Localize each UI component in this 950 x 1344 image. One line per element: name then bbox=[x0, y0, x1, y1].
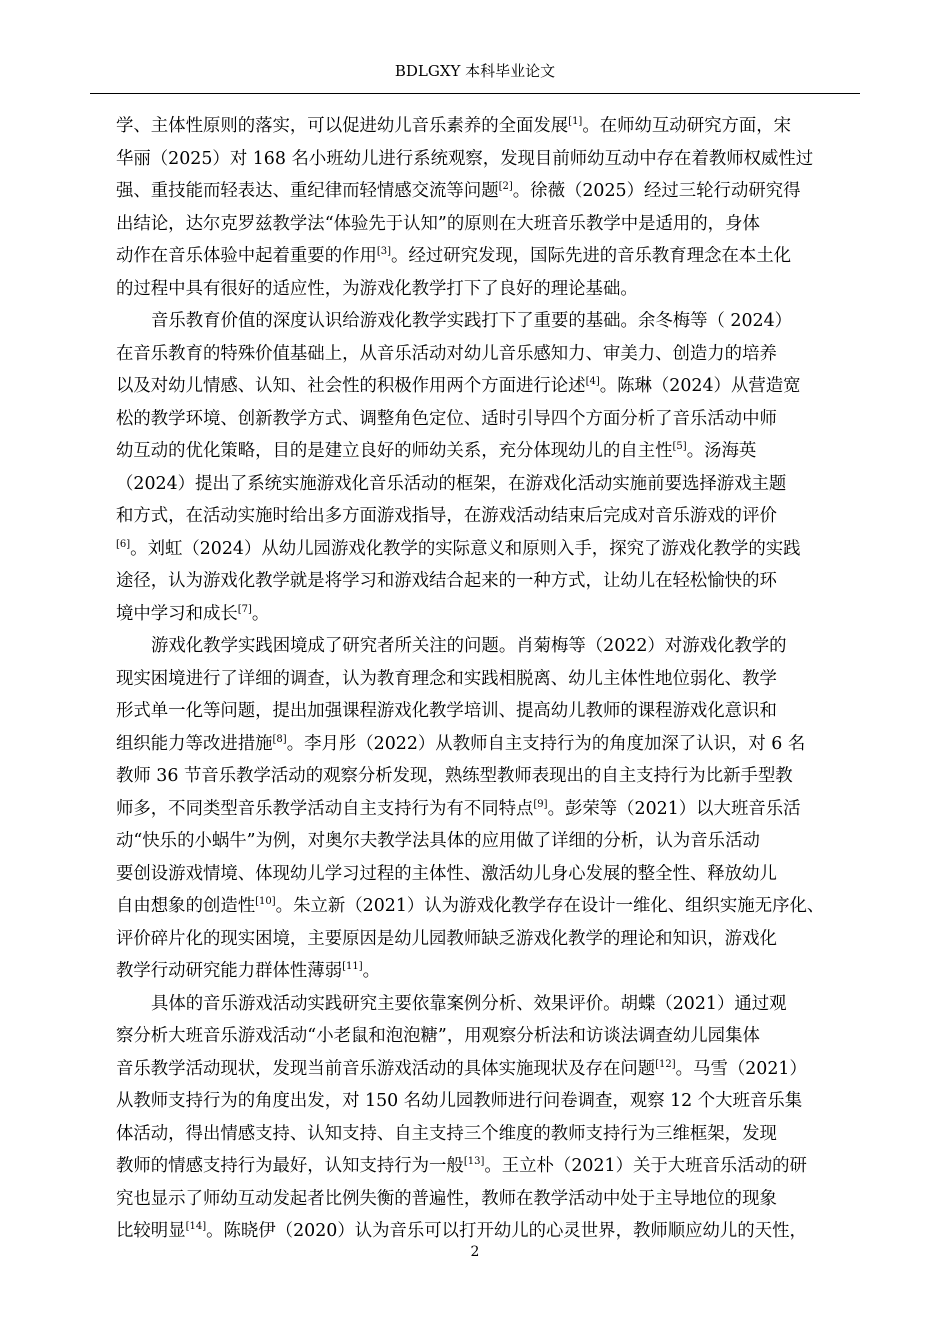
text-run: 教师的情感支持行为最好，认知支持行为一般 bbox=[116, 1156, 464, 1176]
header-divider bbox=[90, 93, 860, 94]
text-line bbox=[116, 728, 862, 761]
text-run: 组织能力等改进措施 bbox=[116, 733, 273, 754]
text-run: 学、主体性原则的落实，可以促进幼儿音乐素养的全面发展 bbox=[116, 116, 569, 136]
citation-ref: [7] bbox=[237, 603, 252, 615]
text-run: 的过程中具有很好的适应性，为游戏化教学打下了良好的理论基础。 bbox=[116, 278, 638, 299]
text-run: 。 bbox=[251, 603, 270, 624]
text-line bbox=[116, 760, 862, 793]
citation-ref: [1] bbox=[568, 116, 583, 128]
text-run: 师多，不同类型音乐教学活动自主支持行为有不同特点 bbox=[116, 798, 534, 819]
citation-ref: [5] bbox=[672, 441, 687, 453]
text-line bbox=[116, 110, 862, 143]
text-run: 。王立朴（2021）关于大班音乐活动的研 bbox=[484, 1156, 807, 1176]
citation-ref: [14] bbox=[185, 1221, 207, 1233]
text-line bbox=[116, 1215, 862, 1248]
text-run: 华丽（2025）对 168 名小班幼儿进行系统观察，发现目前师幼互动中存在着教师权威性过 bbox=[116, 148, 814, 169]
text-run: 。马雪（2021） bbox=[675, 1058, 807, 1079]
text-line bbox=[116, 208, 862, 241]
citation-ref: [11] bbox=[342, 961, 363, 973]
text-line bbox=[116, 825, 862, 858]
text-line bbox=[116, 1085, 862, 1118]
text-line bbox=[116, 793, 862, 826]
text-line bbox=[116, 1118, 862, 1151]
text-run: 形式单一化等问题，提出加强课程游戏化教学培训、提高幼儿教师的课程游戏化意识和 bbox=[116, 701, 777, 721]
citation-ref: [9] bbox=[533, 798, 548, 810]
citation-ref: [13] bbox=[463, 1156, 485, 1168]
body-text bbox=[116, 110, 862, 1248]
text-run: 教学行动研究能力群体性薄弱 bbox=[116, 961, 343, 981]
text-line bbox=[116, 1020, 862, 1053]
text-run: 境中学习和成长 bbox=[116, 603, 238, 624]
text-line bbox=[116, 403, 862, 436]
text-run: 。在师幼互动研究方面，宋 bbox=[582, 116, 792, 136]
citation-ref: [10] bbox=[255, 896, 276, 908]
text-run: 动“快乐的小蜗牛”为例，对奥尔夫教学法具体的应用做了详细的分析，认为音乐活动 bbox=[116, 831, 760, 851]
text-run: 。朱立新（2021）认为游戏化教学存在设计一维化、组织实施无序化、 bbox=[275, 896, 825, 916]
text-run: 动作在音乐体验中起着重要的作用 bbox=[116, 246, 377, 266]
citation-ref: [12] bbox=[655, 1058, 676, 1070]
text-run: 幼互动的优化策略，目的是建立良好的师幼关系，充分体现幼儿的自主性 bbox=[116, 441, 673, 461]
text-run: 。李月彤（2022）从教师自主支持行为的角度加深了认识，对 6 名 bbox=[286, 733, 806, 754]
text-run: 途径，认为游戏化教学就是将学习和游戏结合起来的一种方式，让幼儿在轻松愉快的环 bbox=[116, 571, 777, 591]
citation-ref: [6] bbox=[116, 538, 131, 550]
text-line bbox=[116, 175, 862, 208]
text-run: （2024）提出了系统实施游戏化音乐活动的框架，在游戏化活动实施前要选择游戏主题 bbox=[116, 473, 787, 494]
text-line bbox=[116, 565, 862, 598]
text-line bbox=[116, 695, 862, 728]
text-line bbox=[116, 1150, 862, 1183]
text-line bbox=[116, 533, 862, 566]
text-line bbox=[116, 435, 862, 468]
text-run: 察分析大班音乐游戏活动“小老鼠和泡泡糖”，用观察分析法和访谈法调查幼儿园集体 bbox=[116, 1026, 760, 1046]
citation-ref: [8] bbox=[272, 733, 287, 745]
text-run: 。陈琳（2024）从营造宽 bbox=[599, 376, 801, 396]
text-run: 在音乐教育的特殊价值基础上，从音乐活动对幼儿音乐感知力、审美力、创造力的培养 bbox=[116, 343, 777, 364]
text-run: 出结论，达尔克罗兹教学法“体验先于认知”的原则在大班音乐教学中是适用的，身体 bbox=[116, 213, 760, 234]
text-run: 自由想象的创造性 bbox=[116, 896, 256, 916]
text-run: 究也显示了师幼互动发起者比例失衡的普遍性，教师在教学活动中处于主导地位的现象 bbox=[116, 1188, 777, 1209]
text-run: 强、重技能而轻表达、重纪律而轻情感交流等问题 bbox=[116, 181, 499, 201]
text-run: 游戏化教学实践困境成了研究者所关注的问题。肖菊梅等（2022）对游戏化教学的 bbox=[151, 636, 787, 656]
text-run: 比较明显 bbox=[116, 1221, 186, 1241]
text-run: 。刘虹（2024）从幼儿园游戏化教学的实际意义和原则入手，探究了游戏化教学的实践 bbox=[130, 538, 801, 559]
text-run: 评价碎片化的现实困境，主要原因是幼儿园教师缺乏游戏化教学的理论和知识，游戏化 bbox=[116, 928, 777, 949]
text-line bbox=[116, 143, 862, 176]
text-line bbox=[116, 370, 862, 403]
text-line bbox=[116, 890, 862, 923]
text-line bbox=[116, 273, 862, 306]
text-run: 。经过研究发现，国际先进的音乐教育理念在本土化 bbox=[391, 246, 792, 266]
text-run: 体活动，得出情感支持、认知支持、自主支持三个维度的教师支持行为三维框架，发现 bbox=[116, 1123, 777, 1144]
text-run: 音乐教学活动现状，发现当前音乐游戏活动的具体实施现状及存在问题 bbox=[116, 1058, 656, 1079]
text-run: 音乐教育价值的深度认识给游戏化教学实践打下了重要的基础。余冬梅等（ 2024） bbox=[151, 311, 793, 331]
text-line bbox=[116, 305, 862, 338]
text-run: 具体的音乐游戏活动实践研究主要依靠案例分析、效果评价。胡蝶（2021）通过观 bbox=[151, 993, 787, 1014]
text-run: 和方式，在活动实施时给出多方面游戏指导，在游戏活动结束后完成对音乐游戏的评价 bbox=[116, 506, 777, 526]
text-run: 。陈晓伊（2020）认为音乐可以打开幼儿的心灵世界，教师顺应幼儿的天性， bbox=[206, 1221, 807, 1241]
text-line bbox=[116, 955, 862, 988]
text-line bbox=[116, 923, 862, 956]
text-run: 松的教学环境、创新教学方式、调整角色定位、适时引导四个方面分析了音乐活动中师 bbox=[116, 408, 777, 429]
text-line bbox=[116, 858, 862, 891]
text-run: 。 bbox=[362, 961, 381, 981]
text-line bbox=[116, 988, 862, 1021]
text-line bbox=[116, 468, 862, 501]
text-run: 。汤海英 bbox=[686, 441, 757, 461]
text-run: 以及对幼儿情感、认知、社会性的积极作用两个方面进行论述 bbox=[116, 376, 586, 396]
text-run: 教师 36 节音乐教学活动的观察分析发现，熟练型教师表现出的自主支持行为比新手型教 bbox=[116, 766, 793, 786]
text-line bbox=[116, 663, 862, 696]
text-run: 现实困境进行了详细的调查，认为教育理念和实践相脱离、幼儿主体性地位弱化、教学 bbox=[116, 668, 777, 689]
text-line bbox=[116, 598, 862, 631]
text-run: 要创设游戏情境、体现幼儿学习过程的主体性、激活幼儿身心发展的整全性、释放幼儿 bbox=[116, 863, 777, 884]
text-line bbox=[116, 1183, 862, 1216]
text-run: 从教师支持行为的角度出发，对 150 名幼儿园教师进行问卷调查，观察 12 个大班音乐集 bbox=[116, 1091, 803, 1111]
text-line bbox=[116, 338, 862, 371]
text-run: 。徐薇（2025）经过三轮行动研究得 bbox=[512, 181, 801, 201]
text-line bbox=[116, 630, 862, 663]
citation-ref: [3] bbox=[376, 246, 392, 258]
page-header: BDLGXY 本科毕业论文 bbox=[394, 62, 556, 80]
page-number: 2 bbox=[470, 1244, 480, 1260]
text-line bbox=[116, 500, 862, 533]
citation-ref: [4] bbox=[585, 376, 600, 388]
text-line bbox=[116, 1053, 862, 1086]
text-run: 。彭荣等（2021）以大班音乐活 bbox=[547, 798, 801, 819]
citation-ref: [2] bbox=[498, 181, 513, 193]
text-line bbox=[116, 240, 862, 273]
